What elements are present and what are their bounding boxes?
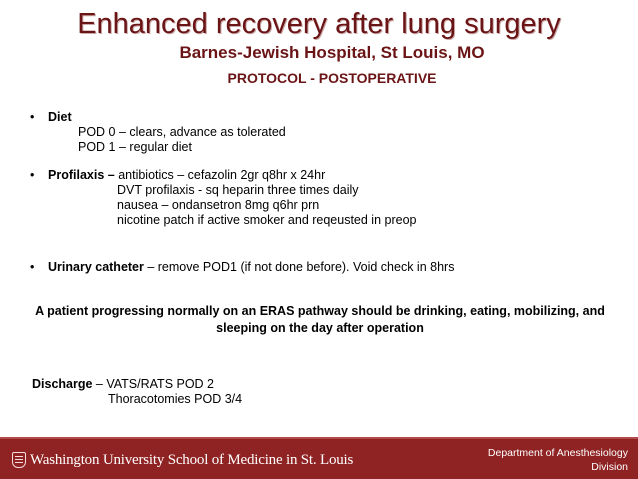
diet-line-1: POD 0 – clears, advance as tolerated xyxy=(78,125,286,139)
bullet-profilaxis: • xyxy=(30,168,35,182)
diet-label-text: Diet xyxy=(48,110,72,124)
department-line-2: Division xyxy=(591,461,628,473)
subtitle-text: Barnes-Jewish Hospital, St Louis, MO xyxy=(179,43,485,62)
diet-line-2: POD 1 – regular diet xyxy=(78,140,192,154)
profilaxis-label: Profilaxis – xyxy=(48,168,115,182)
profilaxis-line-1: antibiotics – cefazolin 2gr q8hr x 24hr xyxy=(118,168,326,182)
profilaxis-line-3: nausea – ondansetron 8mg q6hr prn xyxy=(117,198,320,212)
discharge-line-2: Thoracotomies POD 3/4 xyxy=(108,392,243,406)
urinary-text: – remove POD1 (if not done before). Void check in 8hrs xyxy=(143,260,455,274)
footer-divider xyxy=(0,437,638,439)
urinary-label: Urinary catheter xyxy=(48,260,144,274)
bullet-diet: • xyxy=(30,110,35,124)
shield-icon xyxy=(12,452,26,468)
discharge-label: Discharge xyxy=(32,377,93,391)
discharge-row xyxy=(32,377,214,392)
profilaxis-row xyxy=(48,168,325,183)
discharge-text: – VATS/RATS POD 2 xyxy=(92,377,215,391)
bullet-urinary: • xyxy=(30,260,35,274)
eras-callout: A patient progressing normally on an ERAS pathway should be drinking, eating, mobilizing, and sleeping on the day after operation xyxy=(35,304,605,335)
slide-title: Enhanced recovery after lung surgery xyxy=(77,8,561,40)
profilaxis-line-4: nicotine patch if active smoker and reqeusted in preop xyxy=(117,213,417,227)
department-line-1: Department of Anesthesiology xyxy=(487,447,628,459)
profilaxis-line-2: DVT profilaxis - sq heparin three times daily xyxy=(117,183,359,197)
slide-subtitle xyxy=(0,43,638,63)
department-label xyxy=(488,446,628,474)
section-heading xyxy=(0,70,638,86)
urinary-row xyxy=(48,260,454,275)
diet-label xyxy=(48,110,72,125)
footer-bar xyxy=(0,437,638,479)
university-logo xyxy=(12,451,353,469)
logo-text: Washington University School of Medicine in St. Louis xyxy=(30,451,354,468)
section-heading-text: PROTOCOL - POSTOPERATIVE xyxy=(227,70,437,86)
